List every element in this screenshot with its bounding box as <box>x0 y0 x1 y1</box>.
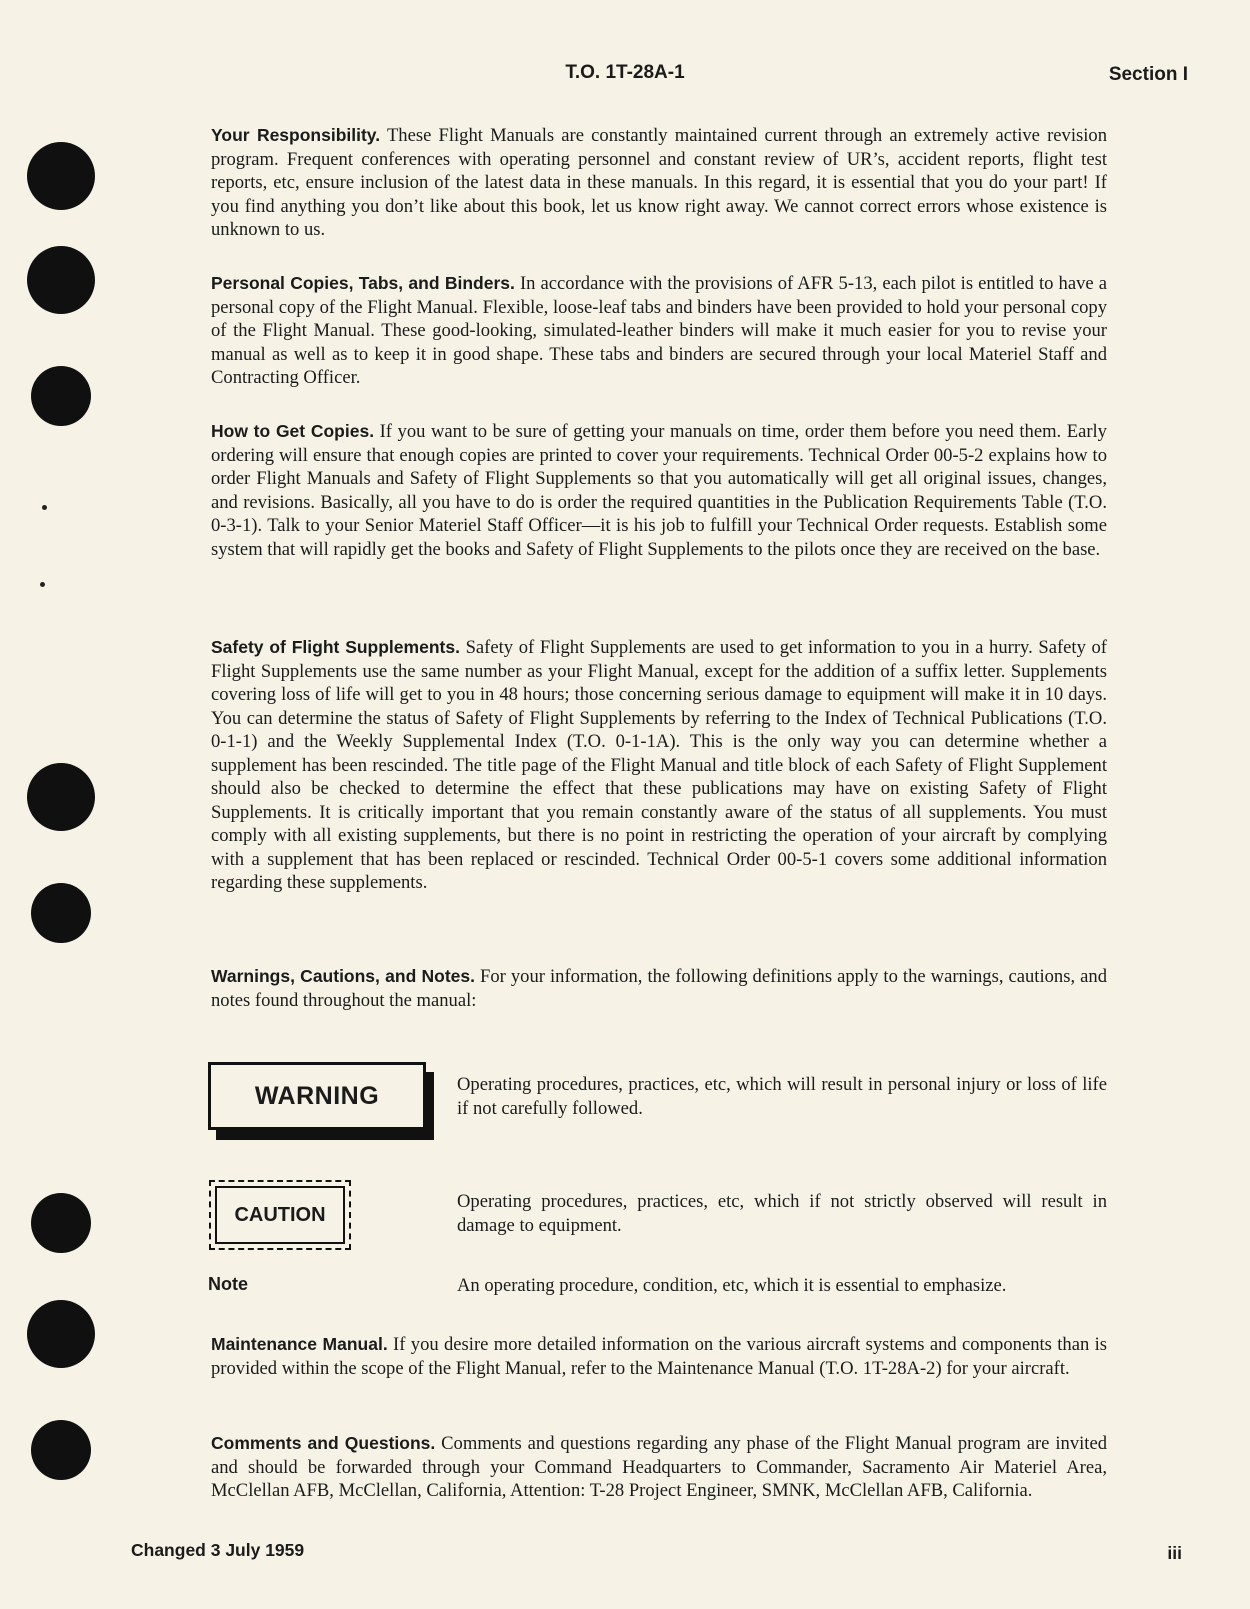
binder-hole <box>31 883 91 943</box>
paragraph-text: Comments and questions regarding any phase of the Flight Manual program are invited and should be forwarded through your Command Headquarters to Commander, Sacramento Air Materiel Area, McClellan AFB, McClellan, California, Attention: T-28 Project Engineer, SMNK, McClellan AFB, California. <box>211 1433 1107 1501</box>
speck <box>42 505 47 510</box>
paragraph-your-responsibility <box>211 124 1107 242</box>
paragraph-heading: Your Responsibility. <box>211 125 381 145</box>
caution-label-box: CAUTION <box>209 1180 351 1250</box>
paragraph-how-to-get-copies <box>211 420 1107 561</box>
paragraph-maintenance-manual <box>211 1333 1107 1380</box>
binder-hole <box>27 246 95 314</box>
paragraph-heading: Warnings, Cautions, and Notes. <box>211 966 475 986</box>
paragraph-heading: Personal Copies, Tabs, and Binders. <box>211 273 515 293</box>
change-date: Changed 3 July 1959 <box>131 1540 305 1560</box>
document-number: T.O. 1T-28A-1 <box>565 62 685 83</box>
paragraph-text: If you desire more detailed information on the various aircraft systems and components than is provided within the scope of the Flight Manual, refer to the Maintenance Manual (T.O. 1T-28A-2) for your aircraft. <box>211 1334 1107 1379</box>
paragraph-text: If you want to be sure of getting your manuals on time, order them before you need them. Early ordering will ensure that enough copies are printed to cover your requirements. Technical Order 00-5-2 explains how to order Flight Manuals and Safety of Flight Supplements so that you automatically will get all original issues, changes, and revisions. Basically, all you have to do is order the required quantities in the Publication Requirements Table (T.O. 0-3-1). Talk to your Senior Materiel Staff Officer—it is his job to fulfill your Technical Order requests. Establish some system that will rapidly get the books and Safety of Flight Supplements to the pilots once they are received on the base. <box>211 421 1107 560</box>
binder-hole <box>31 1420 91 1480</box>
binder-hole <box>27 142 95 210</box>
section-label: Section I <box>1108 64 1188 85</box>
paragraph-heading: Maintenance Manual. <box>211 1334 388 1354</box>
note-definition: An operating procedure, condition, etc, which it is essential to emphasize. <box>457 1275 1007 1296</box>
paragraph-heading: Safety of Flight Supplements. <box>211 637 460 657</box>
paragraph-text: These Flight Manuals are constantly maintained current through an extremely active revision program. Frequent conferences with operating personnel and constant review of UR’s, accident reports, flight test reports, etc, ensure inclusion of the latest data in these manuals. In this regard, it is essential that you do your part! If you find anything you don’t like about this book, let us know right away. We cannot correct errors whose existence is unknown to us. <box>211 125 1107 240</box>
paragraph-personal-copies <box>211 272 1107 390</box>
binder-hole <box>27 763 95 831</box>
paragraph-heading: Comments and Questions. <box>211 1433 436 1453</box>
paragraph-safety-of-flight-supplements <box>211 636 1107 895</box>
page-number: iii <box>1167 1543 1182 1563</box>
note-label: Note <box>208 1274 248 1294</box>
caution-definition: Operating procedures, practices, etc, which if not strictly observed will result in damage to equipment. <box>457 1191 1107 1236</box>
paragraph-text: In accordance with the provisions of AFR 5-13, each pilot is entitled to have a personal copy of the Flight Manual. Flexible, loose-leaf tabs and binders have been provided to hold your personal copy of the Flight Manual. These good-looking, simulated-leather binders will make it much easier for you to revise your manual as well as to keep it in good shape. These tabs and binders are secured through your local Materiel Staff and Contracting Officer. <box>211 273 1107 388</box>
binder-hole <box>31 366 91 426</box>
binder-hole <box>31 1193 91 1253</box>
paragraph-heading: How to Get Copies. <box>211 421 375 441</box>
warning-definition: Operating procedures, practices, etc, which will result in personal injury or loss of life if not carefully followed. <box>457 1074 1107 1119</box>
paragraph-text: Safety of Flight Supplements are used to get information to you in a hurry. Safety of Flight Supplements use the same number as your Flight Manual, except for the addition of a suffix letter. Supplements covering loss of life will get to you in 48 hours; those concerning serious damage to equipment will make it in 10 days. You can determine the status of Safety of Flight Supplements by referring to the Index of Technical Publications (T.O. 0-1-1) and the Weekly Supplemental Index (T.O. 0-1-1A). This is the only way you can determine whether a supplement has been rescinded. The title page of the Flight Manual and title block of each Safety of Flight Supplement should also be checked to determine the effect that these publications may have on existing Safety of Flight Supplements. It is critically important that you remain constantly aware of the status of all supplements. You must comply with all existing supplements, but there is no point in restricting the operation of your aircraft by complying with a supplement that has been replaced or rescinded. Technical Order 00-5-1 covers some additional information regarding these supplements. <box>211 637 1108 893</box>
paragraph-text: For your information, the following definitions apply to the warnings, cautions, and notes found throughout the manual: <box>211 966 1107 1011</box>
binder-hole <box>27 1300 95 1368</box>
paragraph-comments-and-questions <box>211 1432 1107 1503</box>
paragraph-warnings-cautions-notes <box>211 965 1107 1012</box>
warning-label-box: WARNING <box>208 1062 426 1130</box>
speck <box>40 582 45 587</box>
